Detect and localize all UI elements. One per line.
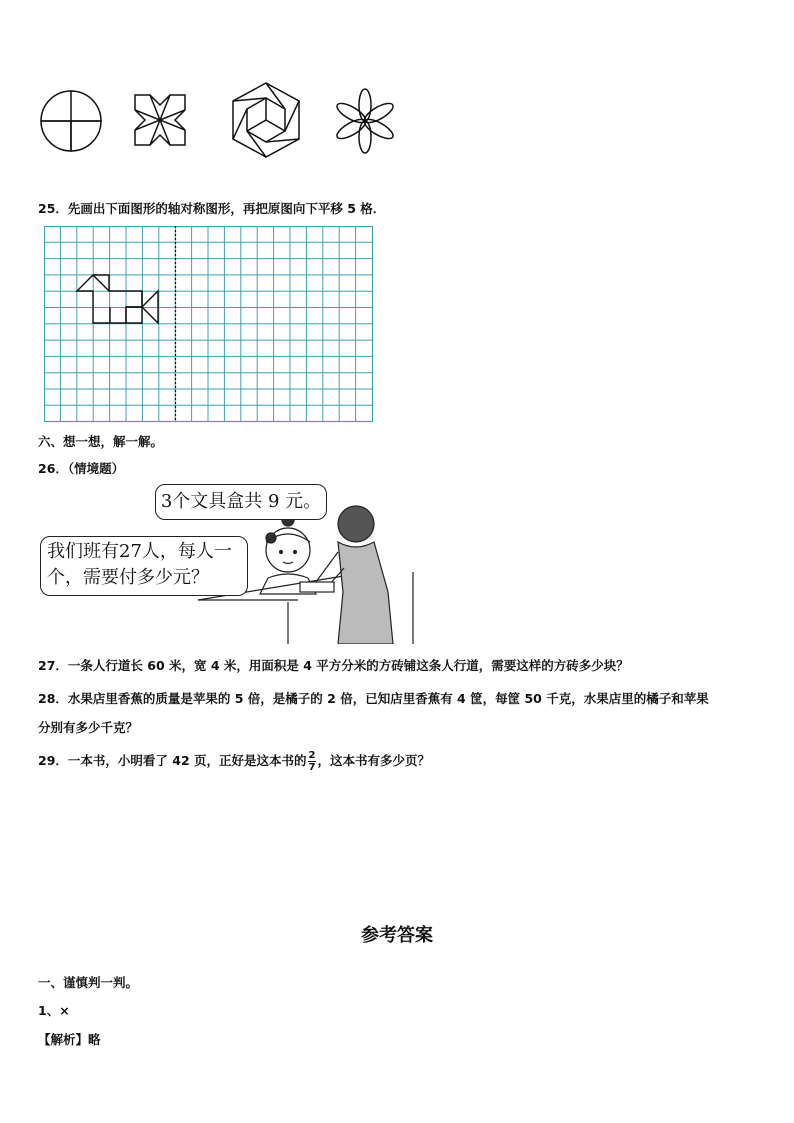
answers-section-1: 一、谨慎判一判。 [38,975,139,990]
question-29-before: 29．一本书，小明看了 42 页，正好是这本书的 [38,753,307,768]
flower-figure [330,86,400,156]
section-6-heading: 六、想一想，解一解。 [38,434,164,449]
cross-arrows-figure [130,90,190,150]
question-27: 27．一条人行道长 60 米，宽 4 米，用面积是 4 平方分米的方砖铺这条人行道，需要这样的方砖多少块？ [38,658,629,673]
question-29-after: ，这本书有多少页？ [317,753,430,768]
question-29 [38,750,430,773]
scene-illustration [38,482,418,644]
girl-speech-line-2: 个，需要付多少元？ [47,567,209,588]
girl-speech-line-1: 我们班有27人，每人一 [47,541,232,562]
original-shape [77,275,158,323]
teacher-head [338,506,374,542]
answer-item-1: 1、× [38,1003,70,1018]
teacher-speech-bubble [155,484,327,520]
question-25: 25．先画出下面图形的轴对称图形，再把原图向下平移 5 格． [38,201,386,216]
answer-analysis: 【解析】略 [38,1032,101,1047]
question-28-line-1: 28．水果店里香蕉的质量是苹果的 5 倍，是橘子的 2 倍，已知店里香蕉有 4 筐，每筐 50 千克，水果店里的橘子和苹果 [38,691,709,706]
question-26: 26．（情境题） [38,461,125,476]
question-28-line-2: 分别有多少千克？ [38,720,139,735]
grid-paper [44,226,374,426]
fraction-two-sevenths: $\frac{2}{7}$ [308,750,316,773]
girl-speech-bubble [40,536,248,596]
hexagon-spiral-figure [226,80,306,160]
pinwheel-figure [36,86,106,156]
answers-title: 参考答案 [361,925,433,946]
teacher-speech-text: 3个文具盒共 9 元。 [160,491,322,512]
